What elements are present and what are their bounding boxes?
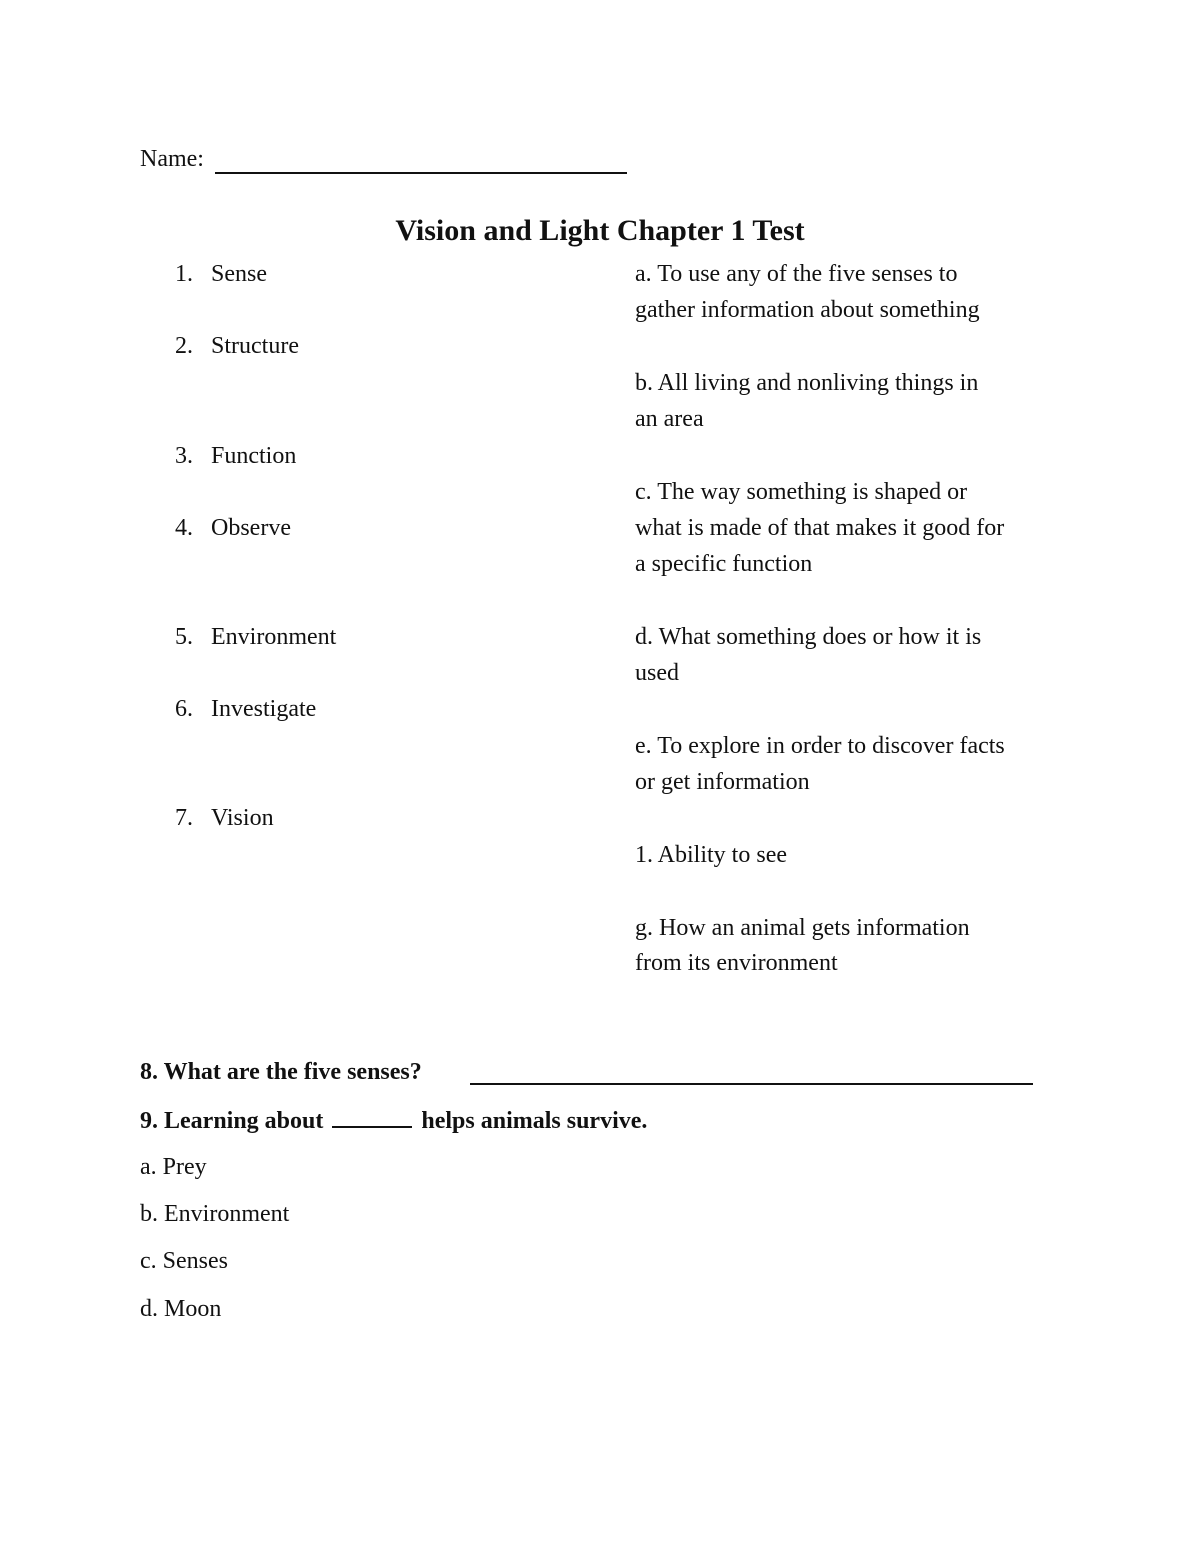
- term-label: Function: [211, 443, 297, 469]
- answer-option[interactable]: c. Senses: [140, 1248, 228, 1274]
- term-label: Observe: [211, 515, 291, 541]
- term-label: Vision: [211, 805, 274, 831]
- term-label: Investigate: [211, 696, 317, 722]
- term-item: [175, 806, 274, 830]
- answer-option[interactable]: d. Moon: [140, 1296, 222, 1322]
- question-8-text: 8. What are the five senses?: [140, 1059, 422, 1085]
- term-label: Environment: [211, 624, 337, 650]
- term-number: 7.: [175, 805, 193, 831]
- answer-option[interactable]: b. Environment: [140, 1201, 290, 1227]
- term-item: [175, 262, 267, 286]
- term-item: [175, 625, 336, 649]
- definition-line: a specific function: [635, 551, 813, 577]
- term-number: 6.: [175, 696, 193, 722]
- question-9-text-before: 9. Learning about: [140, 1108, 324, 1134]
- definition-line: d. What something does or how it is: [635, 624, 982, 650]
- definition-line: g. How an animal gets information: [635, 915, 970, 941]
- term-item: [175, 334, 299, 358]
- definition-line: 1. Ability to see: [635, 842, 787, 868]
- question-9-blank[interactable]: [332, 1108, 412, 1128]
- name-label: Name:: [140, 146, 204, 172]
- term-number: 5.: [175, 624, 193, 650]
- term-number: 2.: [175, 333, 193, 359]
- term-number: 1.: [175, 261, 193, 287]
- page-title: Vision and Light Chapter 1 Test: [395, 214, 805, 247]
- definition-line: used: [635, 660, 679, 686]
- question-9-text: [140, 1108, 647, 1133]
- term-label: Structure: [211, 333, 299, 359]
- term-number: 3.: [175, 443, 193, 469]
- term-label: Sense: [211, 261, 267, 287]
- definition-line: from its environment: [635, 950, 838, 976]
- answer-option[interactable]: a. Prey: [140, 1154, 207, 1180]
- term-number: 4.: [175, 515, 193, 541]
- name-input-line[interactable]: [215, 172, 627, 174]
- term-item: [175, 697, 316, 721]
- definition-line: gather information about something: [635, 297, 980, 323]
- question-9-text-after: helps animals survive.: [421, 1108, 648, 1134]
- term-item: [175, 516, 291, 540]
- definition-line: c. The way something is shaped or: [635, 479, 968, 505]
- definition-line: b. All living and nonliving things in: [635, 370, 979, 396]
- definition-line: an area: [635, 406, 704, 432]
- definition-line: or get information: [635, 769, 810, 795]
- definition-line: a. To use any of the five senses to: [635, 261, 958, 287]
- definition-line: e. To explore in order to discover facts: [635, 733, 1005, 759]
- question-8-answer-line[interactable]: [470, 1083, 1033, 1085]
- definition-line: what is made of that makes it good for: [635, 515, 1005, 541]
- term-item: [175, 444, 296, 468]
